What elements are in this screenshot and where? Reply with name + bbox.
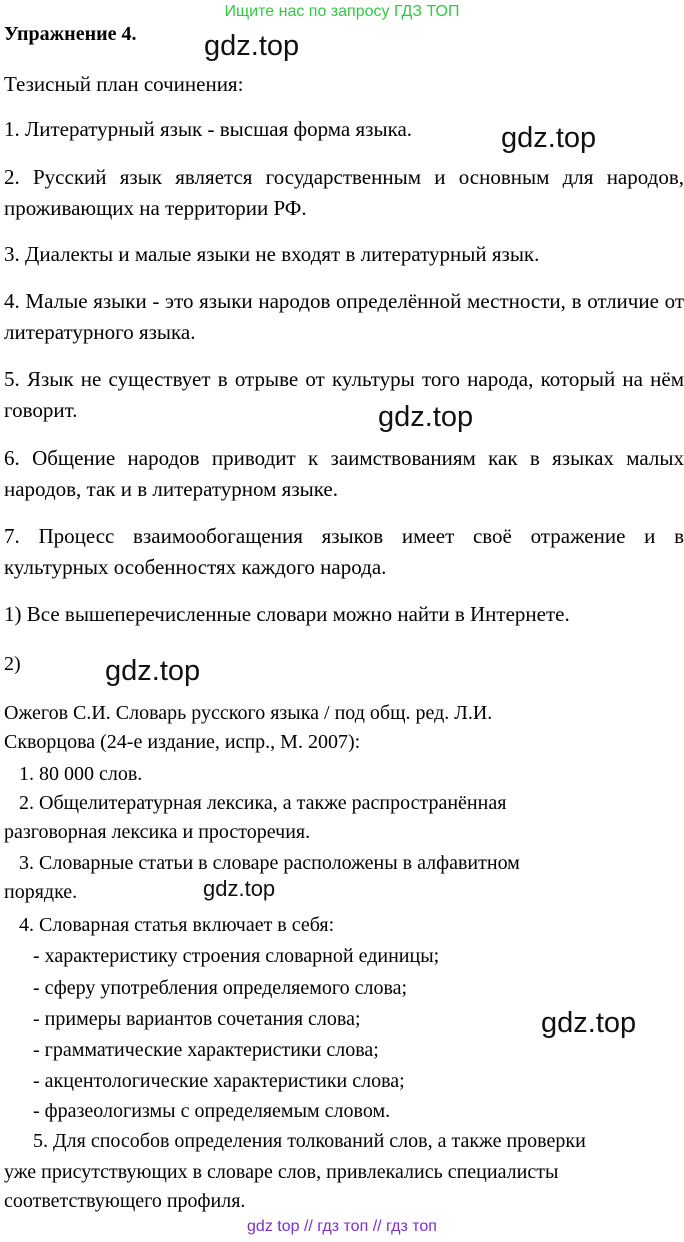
exercise-heading: Упражнение 4. — [4, 23, 137, 45]
dictionary-sub-item: - фразеологизмы с определяемым словом. — [33, 1100, 391, 1122]
watermark: gdz.top — [541, 1007, 637, 1039]
plan-item-4: 4. Малые языки - это языки народов определённой местности, в отличие от литературного языка. — [4, 289, 684, 344]
dictionary-point-1: 1. 80 000 слов. — [19, 763, 143, 785]
plan-item-6: 6. Общение народов приводит к заимствованиям как в языках малых народов, так и в литературном языке. — [4, 446, 684, 501]
watermark: gdz.top — [501, 122, 597, 154]
dictionary-point-3-line-1: 3. Словарные статьи в словаре расположены в алфавитном — [19, 852, 520, 874]
dictionary-sub-item: - грамматические характеристики слова; — [33, 1039, 379, 1061]
dictionary-source-line-1: Ожегов С.И. Словарь русского языка / под общ. ред. Л.И. — [4, 702, 493, 724]
dictionary-point-2-line-1: 2. Общелитературная лексика, а также распространённая — [19, 792, 507, 814]
plan-item-7: 7. Процесс взаимообогащения языков имеет своё отражение и в культурных особенностях каждого народа. — [4, 524, 684, 579]
dictionary-point-5-line-3: соответствующего профиля. — [4, 1190, 246, 1212]
dictionary-point-5-line-1: 5. Для способов определения толкований слов, а также проверки — [33, 1130, 586, 1152]
dictionary-point-3-line-2: порядке. — [4, 881, 78, 903]
watermark: gdz.top — [204, 30, 300, 62]
dictionary-source-line-2: Скворцова (24-е издание, испр., М. 2007): — [4, 731, 361, 753]
plan-item-1: 1. Литературный язык - высшая форма языка. — [4, 117, 413, 141]
plan-item-5: 5. Язык не существует в отрыве от культуры того народа, который на нём говорит. — [4, 367, 684, 422]
bottom-banner[interactable]: gdz top // гдз топ // гдз топ — [247, 1218, 437, 1235]
plan-item-3: 3. Диалекты и малые языки не входят в литературный язык. — [4, 242, 540, 266]
answer-2-label: 2) — [4, 653, 21, 675]
dictionary-point-2-line-2: разговорная лексика и просторечия. — [4, 821, 311, 843]
top-banner[interactable]: Ищите нас по запросу ГДЗ ТОП — [224, 3, 460, 20]
watermark: gdz.top — [203, 876, 276, 901]
dictionary-sub-item: - сферу употребления определяемого слова; — [33, 977, 408, 999]
dictionary-point-4: 4. Словарная статья включает в себя: — [19, 914, 335, 936]
watermark: gdz.top — [378, 401, 474, 433]
dictionary-sub-item: - характеристику строения словарной единицы; — [33, 945, 440, 967]
plan-intro: Тезисный план сочинения: — [4, 72, 244, 96]
dictionary-point-5-line-2: уже присутствующих в словаре слов, привлекались специалисты — [4, 1161, 559, 1183]
dictionary-sub-item: - примеры вариантов сочетания слова; — [33, 1008, 361, 1030]
plan-item-2: 2. Русский язык является государственным и основным для народов, проживающих на территории РФ. — [4, 165, 684, 220]
watermark: gdz.top — [105, 655, 201, 687]
dictionary-sub-item: - акцентологические характеристики слова; — [33, 1070, 405, 1092]
answer-1: 1) Все вышеперечисленные словари можно найти в Интернете. — [4, 602, 570, 626]
